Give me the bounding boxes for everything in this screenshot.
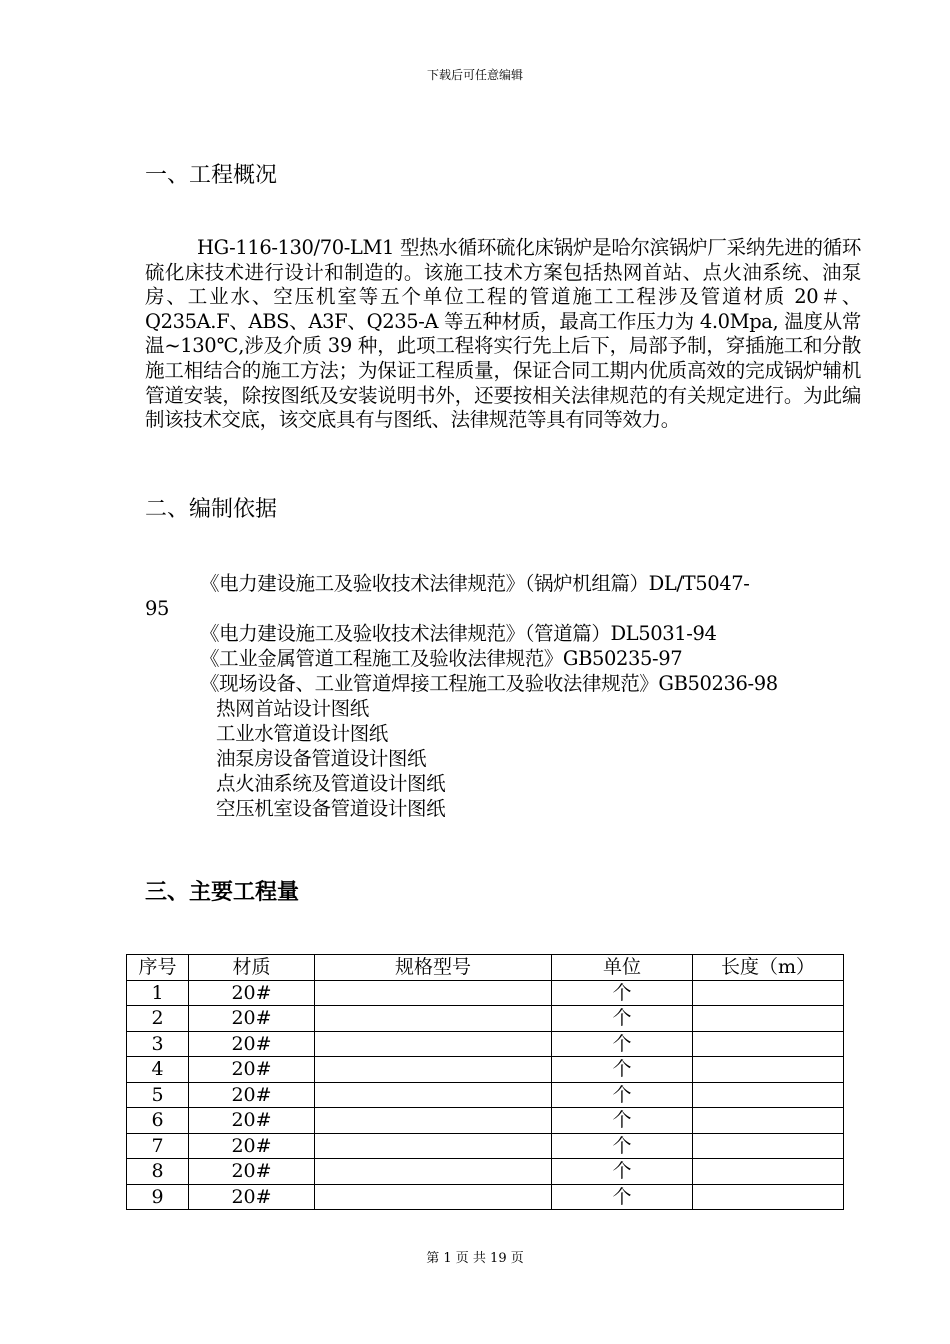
cell-spec [315,1184,552,1210]
cell-material: 20# [189,1159,315,1185]
cell-length [693,1133,844,1159]
table-row [127,1031,844,1057]
cell-index: 2 [127,1006,189,1032]
cell-spec [315,1031,552,1057]
cell-index: 9 [127,1184,189,1210]
cell-index: 1 [127,980,189,1006]
cell-index: 7 [127,1133,189,1159]
basis-item: 《电力建设施工及验收技术法律规范》（管道篇）DL5031-94 [200,622,717,645]
cell-index: 3 [127,1031,189,1057]
cell-index: 5 [127,1082,189,1108]
cell-spec [315,980,552,1006]
cell-material: 20# [189,980,315,1006]
table-row [127,1108,844,1134]
cell-material: 20# [189,1184,315,1210]
col-header-unit: 单位 [552,955,693,981]
cell-spec [315,1133,552,1159]
basis-item: 95 [145,597,170,620]
cell-index: 8 [127,1159,189,1185]
page-header: 下载后可任意编辑 [426,68,523,82]
col-header-index: 序号 [127,955,189,981]
cell-spec [315,1057,552,1083]
cell-spec [315,1006,552,1032]
cell-length [693,1082,844,1108]
cell-unit: 个 [552,1082,693,1108]
basis-item: 工业水管道设计图纸 [216,722,388,745]
overview-paragraph: HG-116-130/70-LM1 型热水循环硫化床锅炉是哈尔滨锅炉厂采纳先进的循环硫化床技术进行设计和制造的。该施工技术方案包括热网首站、点火油系统、油泵房、工业水、空压机室等五个单位工程的管道施工工程涉及管道材质 20＃、Q235A.F、ABS、A3F、Q235-A 等五种材质，最高工作压力为 4.0Mpa, 温度从常温~130℃,涉及介质 39 种，此项工程将实行先上后下，局部予制，穿插施工和分散施工相结合的施工方法；为保证工程质量，保证合同工期内优质高效的完成锅炉辅机管道安装，除按图纸及安装说明书外，还要按相关法律规范的有关规定进行。为此编制该技术交底，该交底具有与图纸、法律规范等具有同等效力。 [145,236,861,432]
section-title-overview: 一、工程概况 [145,163,278,188]
cell-length [693,1006,844,1032]
cell-length [693,1159,844,1185]
basis-item: 点火油系统及管道设计图纸 [216,772,446,795]
basis-item: 油泵房设备管道设计图纸 [216,747,427,770]
cell-index: 4 [127,1057,189,1083]
basis-item: 热网首站设计图纸 [216,697,369,720]
cell-material: 20# [189,1133,315,1159]
table-row [127,1082,844,1108]
cell-unit: 个 [552,1108,693,1134]
cell-length [693,1184,844,1210]
page-footer: 第 1 页 共 19 页 [426,1251,524,1266]
basis-item: 《现场设备、工业管道焊接工程施工及验收法律规范》GB50236-98 [200,672,778,695]
cell-unit: 个 [552,1057,693,1083]
basis-item: 《电力建设施工及验收技术法律规范》（锅炉机组篇）DL/T5047- [200,572,750,595]
section-title-basis: 二、编制依据 [145,497,278,522]
cell-unit: 个 [552,980,693,1006]
cell-material: 20# [189,1057,315,1083]
cell-spec [315,1082,552,1108]
table-row [127,1159,844,1185]
table-row [127,1184,844,1210]
cell-index: 6 [127,1108,189,1134]
cell-length [693,1031,844,1057]
table-row [127,980,844,1006]
cell-unit: 个 [552,1184,693,1210]
cell-material: 20# [189,1082,315,1108]
cell-length [693,1057,844,1083]
table-row [127,1057,844,1083]
col-header-spec: 规格型号 [315,955,552,981]
cell-unit: 个 [552,1006,693,1032]
col-header-material: 材质 [189,955,315,981]
cell-length [693,1108,844,1134]
cell-unit: 个 [552,1031,693,1057]
table-row [127,1133,844,1159]
col-header-length: 长度（m） [693,955,844,981]
cell-unit: 个 [552,1133,693,1159]
table-header-row [127,955,844,981]
table-row [127,1006,844,1032]
cell-spec [315,1108,552,1134]
cell-material: 20# [189,1108,315,1134]
cell-material: 20# [189,1006,315,1032]
section-title-quantity: 三、主要工程量 [145,880,300,905]
basis-item: 《工业金属管道工程施工及验收法律规范》GB50235-97 [200,647,683,670]
cell-unit: 个 [552,1159,693,1185]
basis-item: 空压机室设备管道设计图纸 [216,797,446,820]
cell-length [693,980,844,1006]
cell-spec [315,1159,552,1185]
quantity-table [126,954,844,1210]
cell-material: 20# [189,1031,315,1057]
